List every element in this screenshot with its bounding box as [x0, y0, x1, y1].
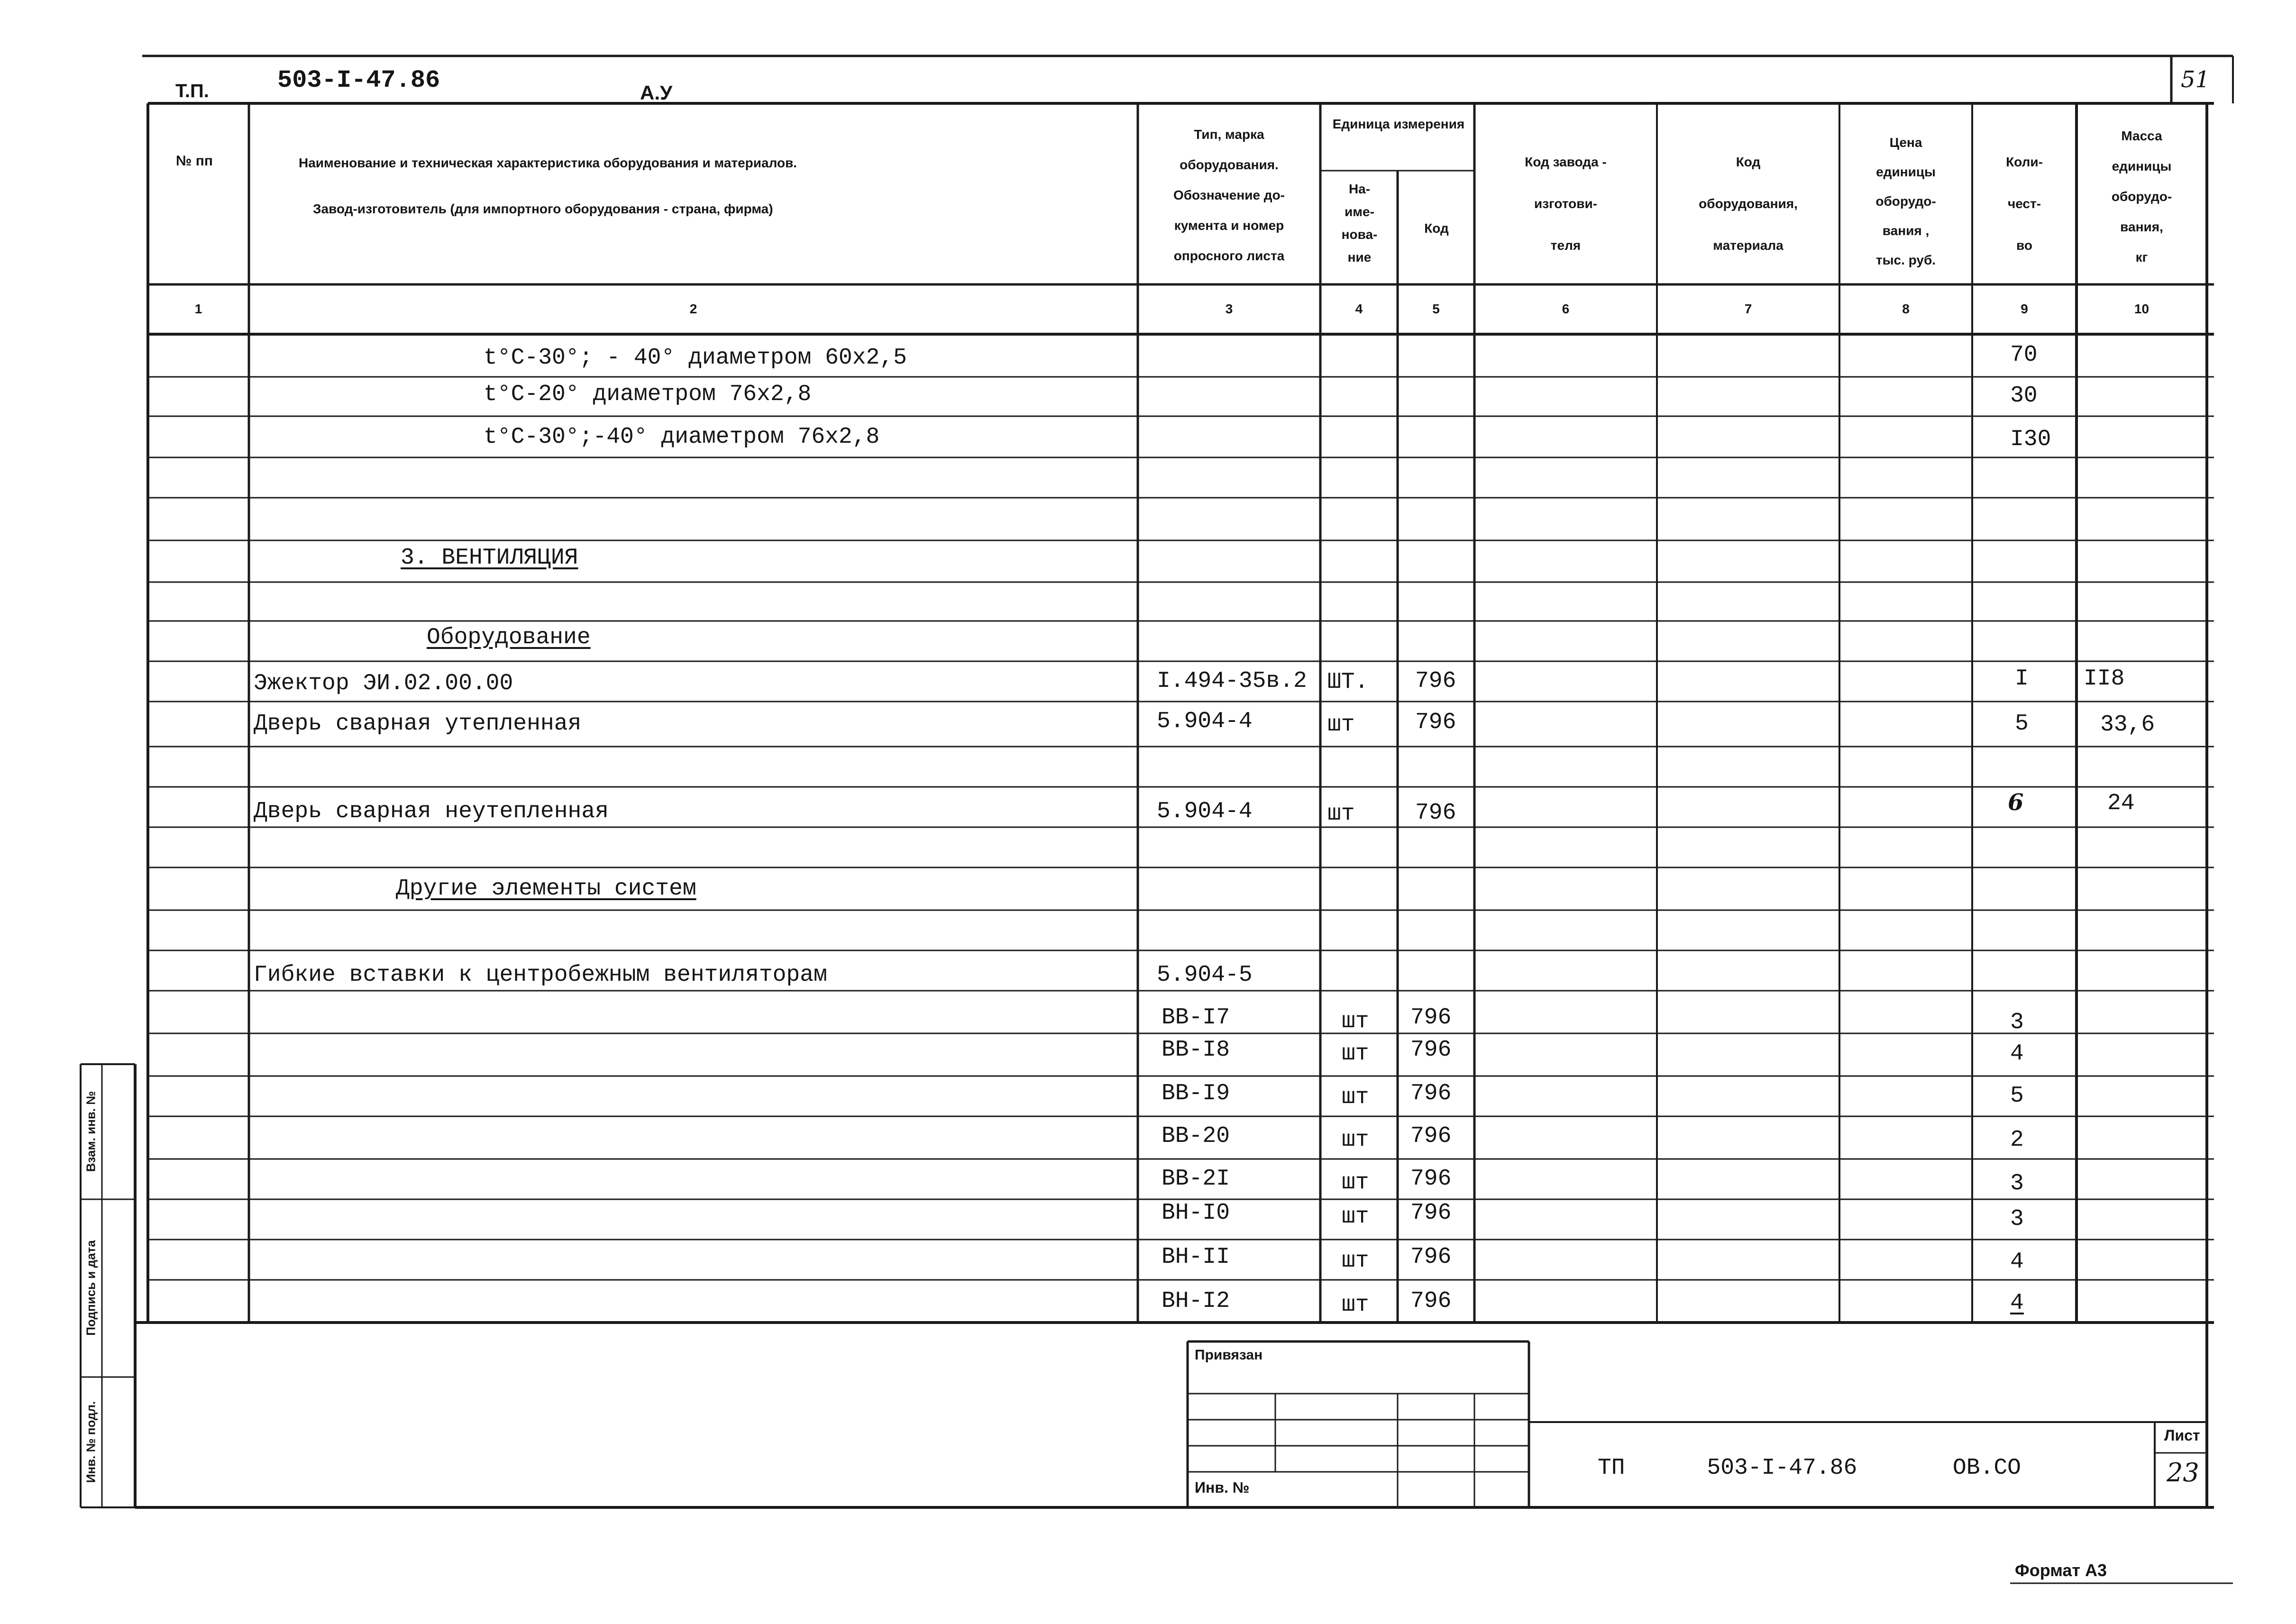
row-unit: шт: [1342, 1292, 1369, 1318]
document-code: ТП 503-I-47.86 ОВ.СО: [1598, 1455, 2021, 1481]
col-header-7: Код оборудования, материала: [1699, 155, 1798, 253]
col-header-8: Цена единицы оборудо- вания , тыс. руб.: [1875, 135, 1936, 267]
col-number-1: 1: [194, 301, 202, 316]
row-doc: 5.904-4: [1157, 799, 1253, 824]
stamp-tied-label: Привязан: [1195, 1347, 1263, 1363]
col-number-7: 7: [1744, 301, 1752, 316]
col-header-9: Коли- чест- во: [2006, 155, 2043, 253]
col-header-2-line2: Завод-изготовитель (для импортного оборудования - страна, фирма): [313, 201, 773, 216]
row-qty: 3: [2010, 1171, 2024, 1196]
row-code: 796: [1410, 1288, 1452, 1314]
col-number-5: 5: [1432, 301, 1440, 316]
row-unit: шт: [1342, 1127, 1369, 1153]
row-code: 796: [1410, 1166, 1452, 1192]
col-number-6: 6: [1562, 301, 1570, 316]
row-doc: 5.904-5: [1157, 962, 1253, 988]
row-qty: I: [2015, 666, 2029, 692]
side-inv-original: Инв. № подл.: [83, 1401, 98, 1483]
row-code: 796: [1415, 800, 1456, 826]
row-doc: ВВ-2I: [1162, 1166, 1230, 1192]
row-doc: ВН-I0: [1162, 1200, 1230, 1226]
row-qty: 4: [2010, 1290, 2024, 1316]
row-doc: ВН-II: [1162, 1244, 1230, 1270]
row-unit: шт: [1342, 1009, 1369, 1034]
row-mass: 33,6: [2100, 712, 2155, 738]
row-qty: 2: [2010, 1127, 2024, 1153]
col-number-3: 3: [1225, 301, 1233, 316]
row-doc: ВВ-I8: [1162, 1037, 1230, 1063]
col-header-3: Тип, марка оборудования. Обозначение до- кумента и номер опросного листа: [1173, 127, 1285, 263]
row-qty: 30: [2010, 383, 2038, 409]
row-qty: 70: [2010, 342, 2038, 368]
row-name: t°C-30°;-40° диаметром 76x2,8: [484, 424, 880, 450]
col-header-5: Код: [1424, 221, 1449, 236]
row-qty: 5: [2015, 711, 2029, 737]
subsection-heading: Оборудование: [427, 625, 591, 650]
col-number-10: 10: [2134, 301, 2150, 316]
row-code: 796: [1410, 1005, 1452, 1031]
col-number-2: 2: [689, 301, 697, 316]
row-name: Дверь сварная утепленная: [254, 711, 582, 737]
row-code: 796: [1415, 710, 1456, 735]
col-header-4: На- имe- нова- ние: [1341, 182, 1378, 265]
row-code: 796: [1410, 1123, 1452, 1149]
row-doc: ВВ-20: [1162, 1123, 1230, 1149]
sheet-number: 51: [2181, 66, 2210, 93]
row-name: Дверь сварная неутепленная: [254, 799, 609, 824]
row-qty: 3: [2010, 1206, 2024, 1232]
row-unit: ШТ.: [1327, 669, 1369, 695]
row-code: 796: [1410, 1200, 1452, 1226]
row-unit: шт: [1342, 1085, 1369, 1110]
row-code: 796: [1410, 1037, 1452, 1063]
row-doc: I.494-35в.2: [1157, 668, 1307, 694]
row-mass: 24: [2107, 791, 2135, 816]
col-header-10: Масса единицы оборудо- вания, кг: [2111, 128, 2172, 265]
row-unit: шт: [1342, 1041, 1369, 1067]
row-name: Гибкие вставки к центробежным вентиляторам: [254, 962, 827, 988]
subsection-heading: Другие элементы систем: [396, 876, 696, 902]
section-heading: 3. ВЕНТИЛЯЦИЯ: [401, 545, 578, 571]
row-name: Эжектор ЭИ.02.00.00: [254, 671, 513, 696]
row-qty: 4: [2010, 1249, 2024, 1275]
row-code: 796: [1410, 1081, 1452, 1106]
row-doc: ВВ-I9: [1162, 1081, 1230, 1106]
format-label: Формат А3: [2015, 1560, 2107, 1580]
col-number-9: 9: [2021, 301, 2028, 316]
unit-group-header: Единица измерения: [1332, 117, 1465, 131]
row-unit: шт: [1342, 1248, 1369, 1274]
col-header-1: № пп: [175, 153, 213, 169]
col-number-4: 4: [1355, 301, 1363, 316]
project-code: 503-I-47.86: [277, 66, 440, 94]
col-header-2-line1: Наименование и техническая характеристика оборудования и материалов.: [299, 155, 797, 170]
row-code: 796: [1410, 1244, 1452, 1270]
row-doc: 5.904-4: [1157, 709, 1253, 734]
sheet-label: Лист: [2164, 1427, 2200, 1444]
stamp-inv-label: Инв. №: [1195, 1479, 1250, 1496]
col-number-8: 8: [1902, 301, 1910, 316]
row-doc: ВВ-I7: [1162, 1005, 1230, 1031]
row-qty: 4: [2010, 1041, 2024, 1067]
row-unit: шт: [1342, 1170, 1369, 1195]
row-doc: ВН-I2: [1162, 1288, 1230, 1314]
col-header-6: Код завода - изготови- теля: [1525, 155, 1607, 253]
row-code: 796: [1415, 668, 1456, 694]
series-label: Т.П.: [175, 81, 209, 101]
row-qty: 5: [2010, 1083, 2024, 1109]
side-signature-date: Подпись и дата: [83, 1240, 98, 1336]
row-unit: шт: [1327, 712, 1355, 738]
side-inv-replace: Взам. инв. №: [83, 1091, 98, 1172]
row-mass: II8: [2084, 666, 2125, 692]
row-qty: 6: [2008, 789, 2024, 816]
row-qty: I30: [2010, 427, 2051, 452]
row-unit: шт: [1342, 1204, 1369, 1230]
row-name: t°C-20° диаметром 76x2,8: [484, 382, 812, 407]
row-name: t°C-30°; - 40° диаметром 60x2,5: [484, 345, 907, 371]
album-code: А.У: [640, 82, 673, 104]
row-unit: шт: [1327, 801, 1355, 827]
sheet-value: 23: [2167, 1458, 2199, 1487]
row-qty: 3: [2010, 1010, 2024, 1035]
